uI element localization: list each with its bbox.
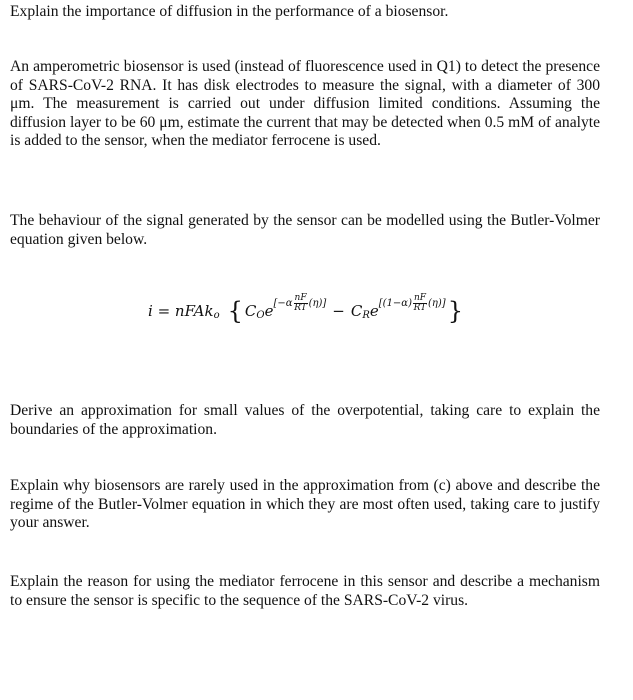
equation-exp1-suffix: (η)]	[308, 297, 327, 309]
equation-lhs: i = nFAk	[148, 302, 214, 320]
equation-exp2-num: nF	[413, 292, 427, 303]
equation-e2: e	[369, 302, 379, 320]
equation-c-r: C	[350, 302, 363, 320]
equation-c-o-subscript: O	[256, 309, 265, 321]
equation-exp1-prefix: [−α	[273, 297, 293, 309]
question-amperometric-biosensor: An amperometric biosensor is used (instead of fluorescence used in Q1) to detect the presence of SARS-CoV-2 RNA. It has disk electrodes to measure the signal, with a diameter of 300 μm. The measurement is carried out under diffusion limited conditions. Assuming the diffusion layer to be 60 μm, estimate the current that may be detected when 0.5 mM of analyte is added to the sensor, when the mediator ferrocene is used.	[10, 58, 600, 150]
equation-exp1-fraction	[294, 294, 308, 313]
equation-exp2-fraction	[413, 294, 427, 313]
equation-exp2-den: RT	[413, 302, 427, 313]
equation-c-r-subscript: R	[362, 309, 370, 321]
equation-exp2-suffix: (η)]	[428, 297, 446, 309]
equation-k-subscript: o	[213, 309, 220, 321]
question-derive-approximation: Derive an approximation for small values of the overpotential, taking care to explain the boundaries of the approximation.	[10, 402, 600, 438]
question-mediator-ferrocene: Explain the reason for using the mediator ferrocene in this sensor and describe a mechanism to ensure the sensor is specific to the sequence of the SARS-CoV-2 virus.	[10, 573, 600, 609]
butler-volmer-equation	[148, 292, 465, 325]
equation-exp2-prefix: [(1−α)	[378, 297, 412, 309]
equation-exp1-den: RT	[294, 302, 307, 313]
question-signal-behaviour: The behaviour of the signal generated by the sensor can be modelled using the Butler-Volmer equation given below.	[10, 212, 600, 248]
question-diffusion: Explain the importance of diffusion in the performance of a biosensor.	[10, 3, 449, 20]
equation-minus: −	[332, 302, 345, 320]
equation-open-brace: {	[227, 297, 243, 325]
equation-c-o: C	[244, 302, 257, 320]
question-explain-regime: Explain why biosensors are rarely used in the approximation from (c) above and describe the regime of the Butler-Volmer equation in which they are most often used, taking care to justify your answer.	[10, 477, 600, 532]
equation-close-brace: }	[447, 297, 463, 325]
equation-e1: e	[264, 302, 274, 320]
equation-exp1-num: nF	[294, 292, 307, 303]
